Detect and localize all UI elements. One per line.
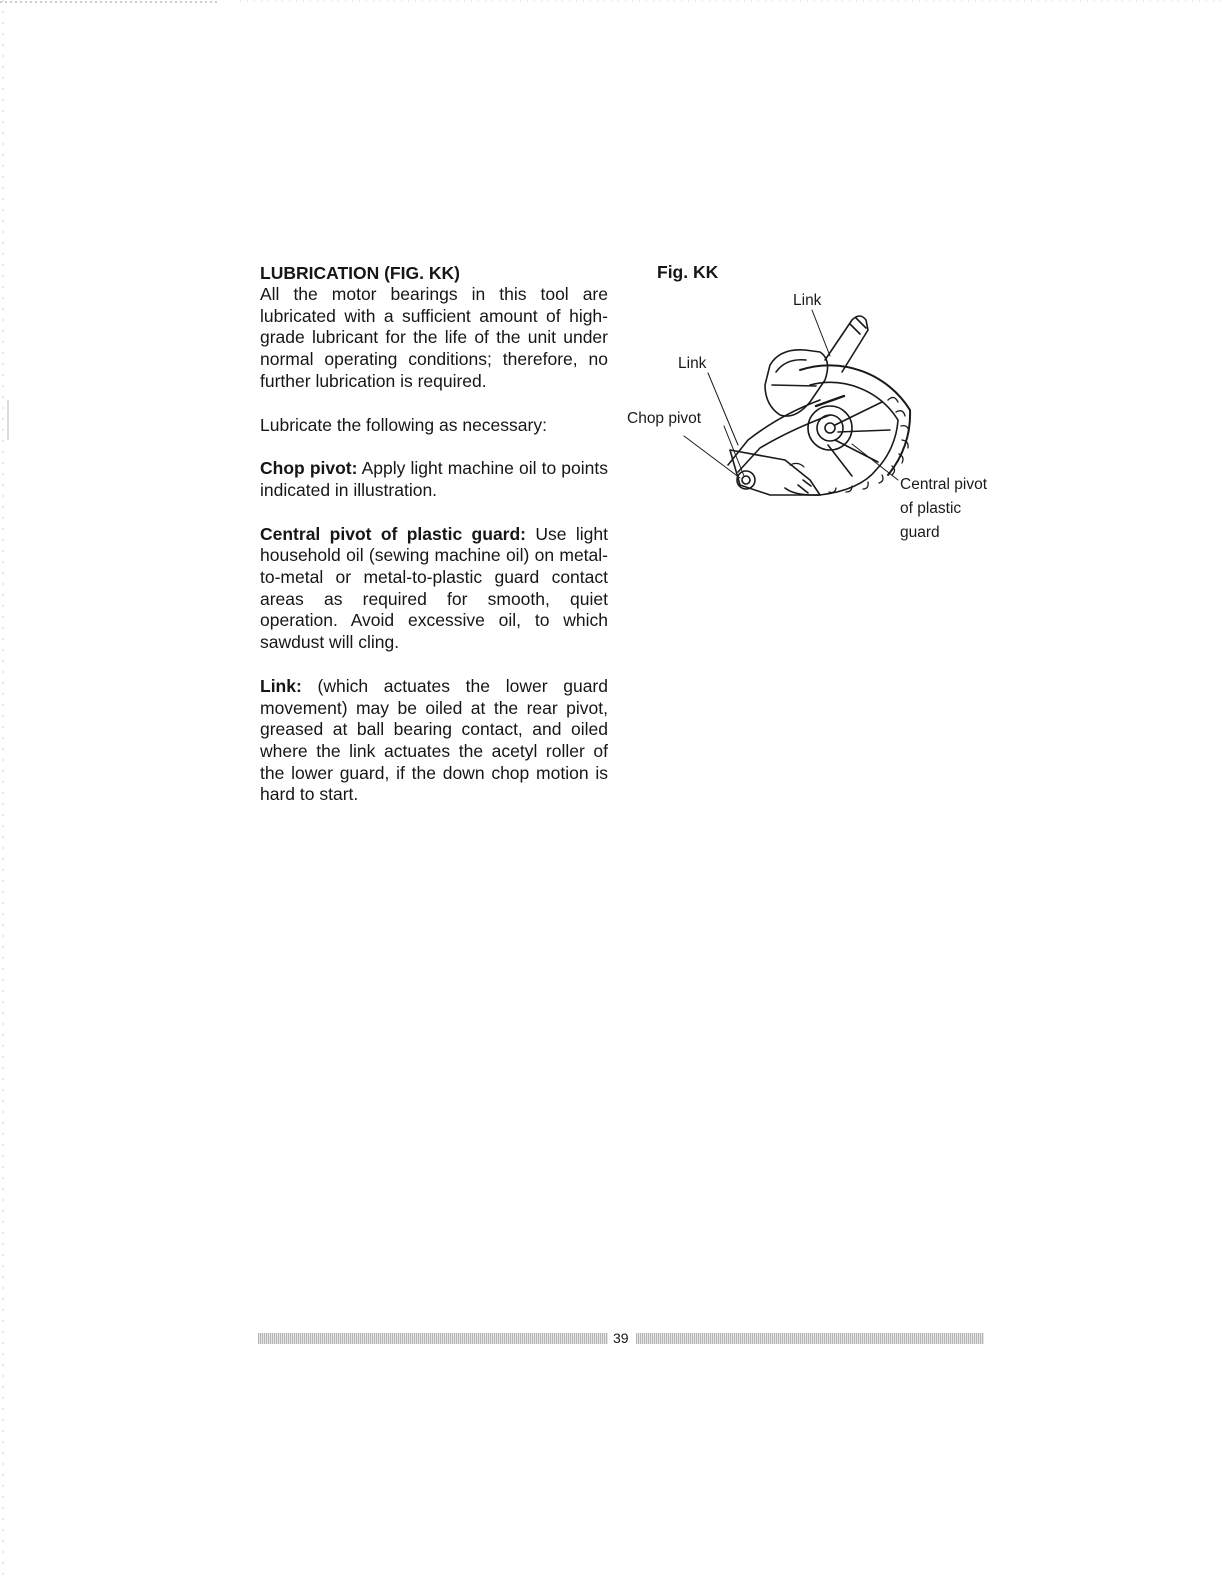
chop-pivot-text: Apply light machine oil to points indicated in illustration. — [260, 458, 608, 500]
callout-chop-pivot: Chop pivot — [627, 410, 702, 427]
callout-central-pivot — [900, 473, 987, 545]
miter-saw-illustration — [620, 290, 930, 510]
figure-title: Fig. KK — [657, 262, 719, 282]
central-pivot-paragraph — [260, 524, 608, 654]
callout-central-line-1: Central pivot — [900, 476, 988, 493]
chop-pivot-paragraph — [260, 458, 608, 501]
link-paragraph — [260, 676, 608, 806]
callout-central-line-2: of plastic — [900, 500, 962, 517]
link-text: (which actuates the lower guard movement) may be oiled at the rear pivot, greased at ball bearing contact, and oiled where the link actuates the acetyl roller of the lower guard, if the down chop motion is hard to start. — [260, 675, 608, 805]
page-footer — [258, 1330, 984, 1346]
lead-paragraph: Lubricate the following as necessary: — [260, 414, 547, 435]
scan-edge-left — [0, 0, 12, 1584]
intro-paragraph: All the motor bearings in this tool are lubricated with a sufficient amount of high-grade lubricant for the life of the unit under normal operating conditions; therefore, no further lubrication is required. — [260, 284, 608, 391]
chop-pivot-term: Chop pivot: — [260, 458, 358, 479]
callout-link-top: Link — [793, 292, 822, 309]
page-number: 39 — [613, 1330, 629, 1346]
callout-link-left: Link — [678, 355, 707, 372]
callout-central-line-3: guard — [900, 524, 940, 541]
footer-bar-left — [258, 1333, 608, 1344]
footer-bar-right — [636, 1333, 984, 1344]
scan-edge-top — [0, 0, 1224, 8]
central-pivot-text: Use light household oil (sewing machine oil) on metal-to-metal or metal-to-plastic guard contact areas as required for smooth, quiet operation. Avoid excessive oil, to which sawdust will cling. — [260, 523, 608, 653]
link-term: Link: — [260, 675, 302, 696]
lubrication-section — [260, 262, 608, 806]
section-heading: LUBRICATION (FIG. KK) — [260, 263, 460, 283]
central-pivot-term: Central pivot of plastic guard: — [260, 523, 527, 544]
